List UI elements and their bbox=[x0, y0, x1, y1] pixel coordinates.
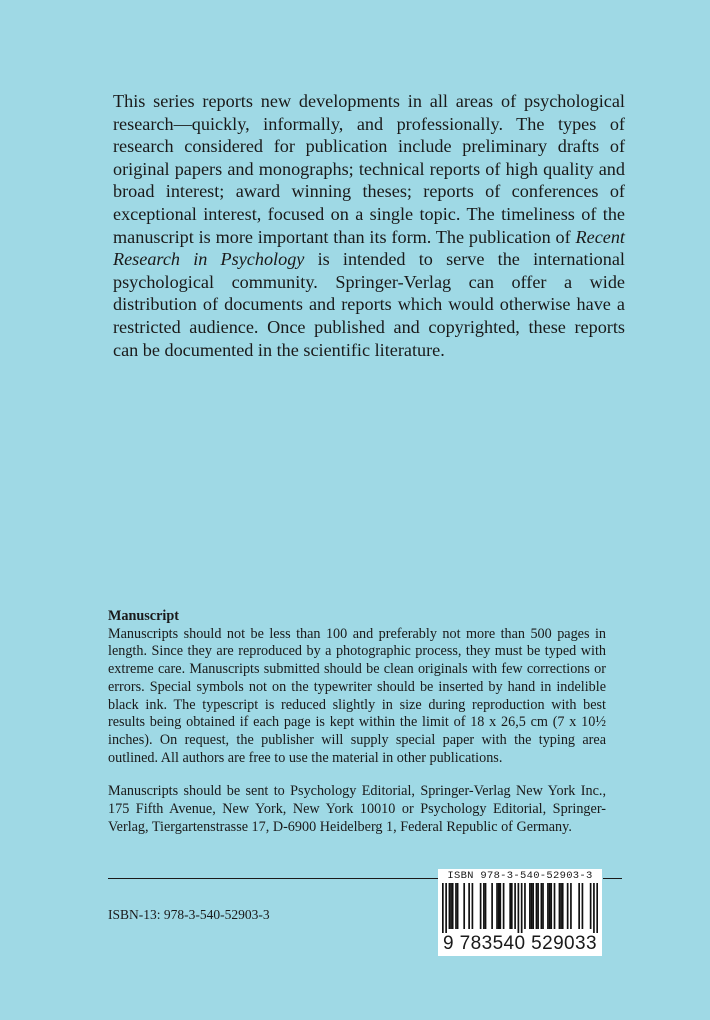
barcode-bars bbox=[442, 883, 598, 933]
barcode-bar bbox=[457, 883, 459, 929]
barcode-bar bbox=[590, 883, 592, 929]
barcode-bar bbox=[483, 883, 485, 929]
barcode-bar bbox=[509, 883, 511, 929]
barcode-bar bbox=[550, 883, 552, 929]
barcode-bar bbox=[582, 883, 584, 929]
description-text-before-title: This series reports new developments in all areas of psychological research—quickly, informally, and professionally. The types of research considered for publication include preliminary drafts of original papers and monographs; technical reports of high quality and broad interest; award winning theses; reports of conferences of exceptional interest, focused on a single topic. The timeliness of the manuscript is more important than its form. The publication of bbox=[113, 91, 625, 247]
barcode-bar bbox=[511, 883, 513, 929]
barcode-number: 9 783540 529033 bbox=[443, 933, 597, 954]
barcode-bar bbox=[521, 883, 523, 933]
barcode-bar bbox=[455, 883, 457, 929]
barcode-bar bbox=[445, 883, 447, 933]
barcode-bar bbox=[480, 883, 482, 929]
barcode-bar bbox=[578, 883, 580, 929]
barcode-bar bbox=[531, 883, 533, 929]
isbn-13-label: ISBN-13: 978-3-540-52903-3 bbox=[108, 907, 270, 922]
barcode-bar bbox=[596, 883, 598, 933]
barcode-bar bbox=[524, 883, 526, 929]
manuscript-heading: Manuscript bbox=[108, 608, 179, 624]
barcode-bar bbox=[463, 883, 465, 929]
barcode-bar bbox=[562, 883, 564, 929]
barcode-bar bbox=[450, 883, 452, 929]
barcode-bar bbox=[485, 883, 487, 929]
manuscript-guidelines: Manuscripts should not be less than 100 and preferably not more than 500 pages in length. Since they are reproduced by a photographic process, they must be typed with extreme care. Manuscripts submitted should be clean originals with few corrections or errors. Special symbols not on the typewriter should be inserted by hand in indelible black ink. The typescript is reduced slightly in size during reproduction with best results being obtained if each page is kept within the limit of 18 x 26,5 cm (7 x 10½ inches). On request, the publisher will supply special paper with the typing area outlined. All authors are free to use the material in other publications. bbox=[108, 625, 606, 766]
barcode-bar bbox=[496, 883, 498, 929]
divider-left bbox=[108, 878, 438, 879]
barcode-bar bbox=[570, 883, 572, 929]
manuscript-submission-address: Manuscripts should be sent to Psychology Editorial, Springer-Verlag New York Inc., 175 Fifth Avenue, New York, New York 10010 or Psychology Editorial, Springer-Verlag, Tiergartenstrasse 17, D-6900 Heidelberg 1, Federal Republic of Germany. bbox=[108, 783, 606, 835]
barcode-bar bbox=[518, 883, 520, 933]
series-title: Recent Research in Psychology bbox=[113, 226, 625, 270]
barcode-bar bbox=[549, 883, 551, 929]
barcode-bar bbox=[537, 883, 539, 929]
barcode-bar bbox=[499, 883, 501, 929]
barcode-isbn-text: ISBN 978-3-540-52903-3 bbox=[447, 870, 593, 882]
barcode-bar bbox=[503, 883, 505, 929]
barcode-bar bbox=[547, 883, 549, 929]
barcode-bar bbox=[536, 883, 538, 929]
barcode-bar bbox=[541, 883, 543, 929]
barcode-bar bbox=[532, 883, 534, 929]
isbn-barcode bbox=[438, 869, 602, 956]
barcode-bar bbox=[559, 883, 561, 929]
barcode-bar bbox=[567, 883, 569, 929]
barcode-bar bbox=[491, 883, 493, 929]
description-text-after-title: is intended to serve the international psychological community. Springer-Verlag can offer a wide distribution of documents and reports which would otherwise have a restricted audience. Once published and copyrighted, these reports can be documented in the scientific literature. bbox=[113, 249, 625, 360]
barcode-bar bbox=[452, 883, 454, 929]
barcode-bar bbox=[593, 883, 595, 933]
barcode-bar bbox=[498, 883, 500, 929]
barcode-bar bbox=[529, 883, 531, 929]
barcode-bar bbox=[542, 883, 544, 929]
barcode-bar bbox=[560, 883, 562, 929]
series-description-paragraph bbox=[113, 90, 625, 361]
barcode-bar bbox=[449, 883, 451, 929]
barcode-bar bbox=[514, 883, 516, 929]
barcode-bar bbox=[554, 883, 556, 929]
series-description bbox=[113, 90, 625, 361]
barcode-bar bbox=[472, 883, 474, 929]
barcode-bar bbox=[442, 883, 444, 933]
divider-right bbox=[603, 878, 622, 879]
barcode-bar bbox=[468, 883, 470, 929]
manuscript-section bbox=[108, 608, 606, 836]
